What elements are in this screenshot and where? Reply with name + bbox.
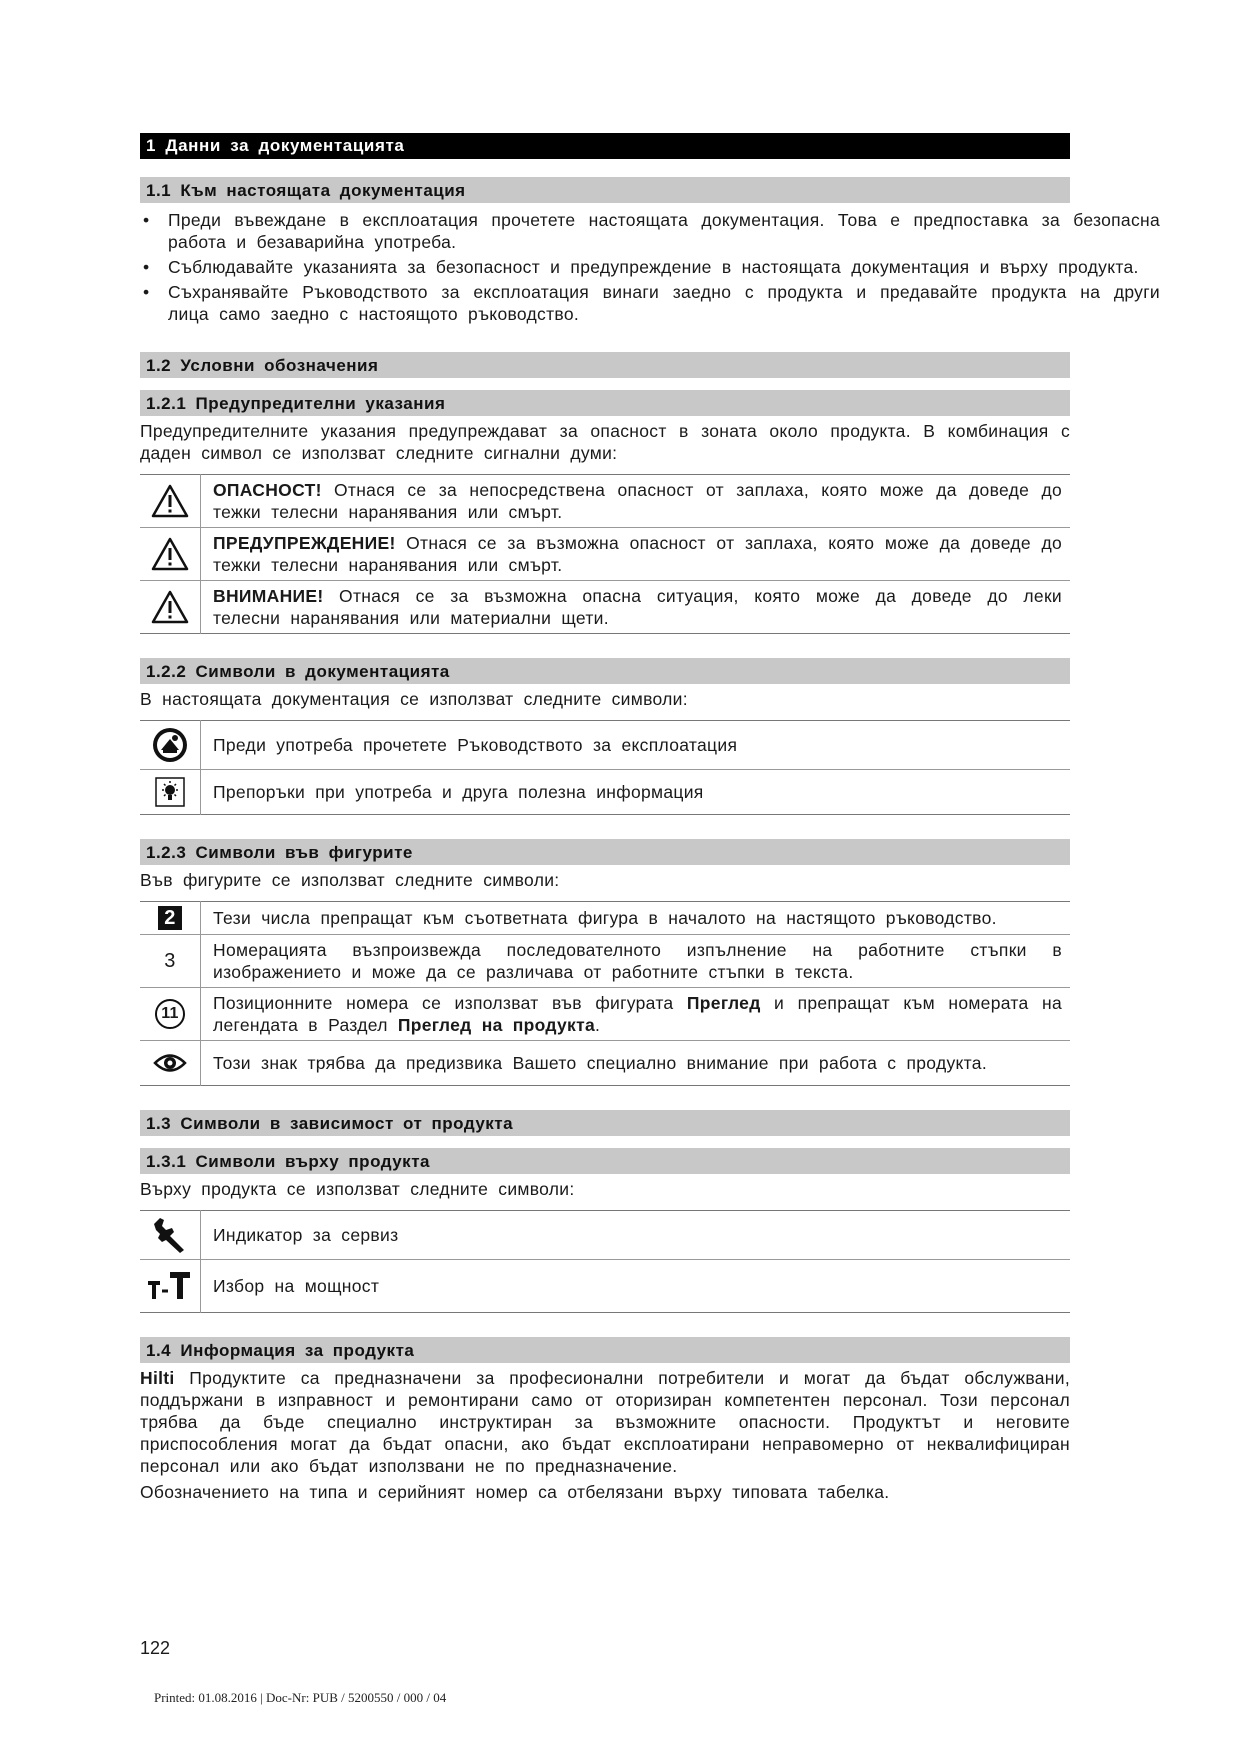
document-symbols-table	[140, 720, 1070, 815]
section-1-2-1-intro: Предупредителните указания предупреждават за опасност в зоната около продукта. В комбинация с даден символ се използват следните сигнални думи:	[140, 421, 1070, 463]
power-selection-icon	[140, 1260, 201, 1313]
figure-symbols-table	[140, 901, 1070, 1086]
section-1-2-heading: 1.2 Условни обозначения	[140, 352, 1070, 378]
warning-term: ПРЕДУПРЕЖДЕНИЕ!	[213, 533, 396, 553]
page-number: 122	[140, 1638, 171, 1658]
section-1-heading: 1 Данни за документацията	[140, 133, 1070, 159]
section-1-1-heading: 1.1 Към настоящата документация	[140, 177, 1070, 203]
list-item: • Съблюдавайте указанията за безопасност и предупреждение в настоящата документация и върху продукта.	[143, 257, 1139, 277]
warning-table	[140, 474, 1070, 634]
section-1-1-bullet-list	[140, 209, 1160, 325]
list-item: • Съхранявайте Ръководството за експлоатация винаги заедно с продукта и предавайте продукта на други лица само заедно с настоящото ръководство.	[143, 282, 1160, 324]
warning-text: Отнася се за възможна опасност от заплаха, която може да доведе до тежки телесни наранявания или смърт.	[213, 533, 1062, 575]
table-row: 2 Тези числа препращат към съответната фигура в началото на настящото ръководство.	[140, 902, 1070, 935]
section-1-3-1-intro: Върху продукта се използват следните символи:	[140, 1179, 575, 1199]
table-row: Индикатор за сервиз	[140, 1211, 1070, 1260]
caution-text: Отнася се за възможна опасна ситуация, която може да доведе до леки телесни наранявания или материални щети.	[213, 586, 1062, 628]
figure-number-badge-icon: 2	[140, 902, 201, 935]
section-1-4-type-plate-note: Обозначението на типа и серийният номер са отбелязани върху типовата табелка.	[140, 1482, 890, 1502]
section-1-2-2-intro: В настоящата документация се използват следните символи:	[140, 689, 688, 709]
table-row	[140, 528, 1070, 581]
tip-lightbulb-icon	[140, 770, 201, 815]
print-info: Printed: 01.08.2016 | Doc-Nr: PUB / 5200550 / 000 / 04	[154, 1690, 447, 1705]
wrench-service-icon	[140, 1211, 201, 1260]
section-1-2-2-heading: 1.2.2 Символи в документацията	[140, 658, 1070, 684]
table-row: Преди употреба прочетете Ръководството за експлоатация	[140, 721, 1070, 770]
danger-text: Отнася се за непосредствена опасност от заплаха, която може да доведе до тежки телесни наранявания или смърт.	[213, 480, 1062, 522]
danger-term: ОПАСНОСТ!	[213, 480, 322, 500]
section-1-2-3-intro: Във фигурите се използват следните символи:	[140, 870, 560, 890]
section-1-3-1-heading: 1.3.1 Символи върху продукта	[140, 1148, 1070, 1174]
table-row: Препоръки при употреба и друга полезна информация	[140, 770, 1070, 815]
table-row: Избор на мощност	[140, 1260, 1070, 1313]
section-1-4-paragraph: Hilti Продуктите са предназначени за професионални потребители и могат да бъдат обслужвани, поддържани в изправност и ремонтирани само от оторизиран компетентен персонал. Този персонал трябва да бъде специално инструктиран за възможните опасности. Продуктът и неговите приспособления могат да бъдат опасни, ако бъдат експлоатирани неправомерно от неквалифициран персонал или ако бъдат използвани не по предназначение.	[140, 1368, 1070, 1476]
brand-name: Hilti	[140, 1368, 175, 1388]
document-page	[140, 133, 1160, 1503]
eye-attention-icon	[140, 1041, 201, 1086]
product-symbols-table	[140, 1210, 1070, 1313]
warning-triangle-icon	[140, 528, 201, 581]
list-item: • Преди въвеждане в експлоатация прочетете настоящата документация. Това е предпоставка за безопасна работа и безаварийна употреба.	[143, 210, 1160, 252]
section-1-3-heading: 1.3 Символи в зависимост от продукта	[140, 1110, 1070, 1136]
section-1-2-3-heading: 1.2.3 Символи във фигурите	[140, 839, 1070, 865]
warning-triangle-icon	[140, 581, 201, 634]
section-1-4-heading: 1.4 Информация за продукта	[140, 1337, 1070, 1363]
table-row	[140, 581, 1070, 634]
position-number-icon: 11	[140, 988, 201, 1041]
caution-term: ВНИМАНИЕ!	[213, 586, 324, 606]
section-1-2-1-heading: 1.2.1 Предупредителни указания	[140, 390, 1070, 416]
table-row: 3 Номерацията възпроизвежда последователното изпълнение на работните стъпки в изображението и може да се различава от работните стъпки в текста.	[140, 935, 1070, 988]
table-row	[140, 475, 1070, 528]
read-manual-icon	[140, 721, 201, 770]
warning-triangle-icon	[140, 475, 201, 528]
table-row: 11 Позиционните номера се използват във фигурата Преглед и препращат към номерата на легендата в Раздел Преглед на продукта.	[140, 988, 1070, 1041]
step-number-icon: 3	[140, 935, 201, 988]
table-row: Този знак трябва да предизвика Вашето специално внимание при работа с продукта.	[140, 1041, 1070, 1086]
